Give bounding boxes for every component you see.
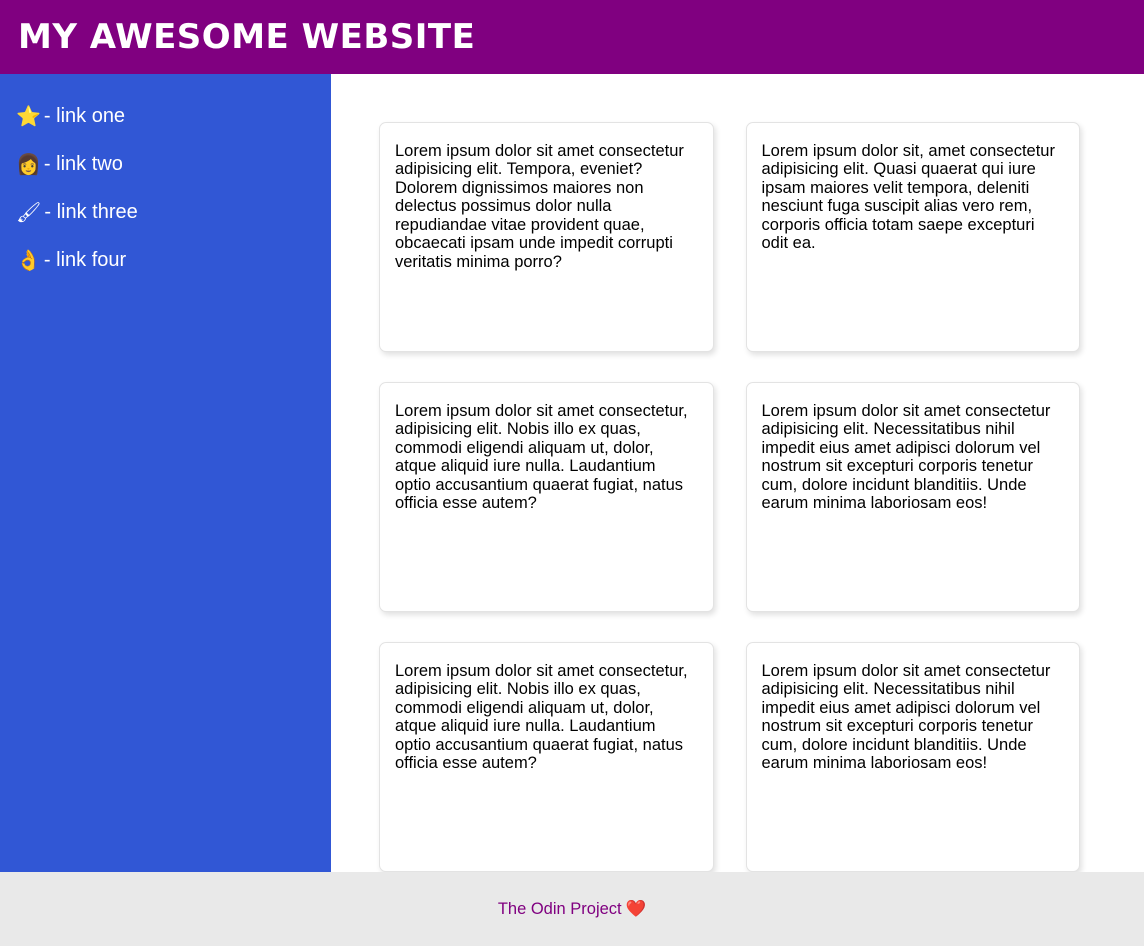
pen-icon: 🖌 [16,200,42,224]
hand-ok-icon: 👌 [16,248,41,272]
card-text: Lorem ipsum dolor sit amet consectetur adipisicing elit. Necessitatibus nihil impedit eius amet adipisci dolorum vel nostrum sit excepturi corporis tenetur cum, dolore incidunt blanditiis. Unde earum minima laboriosam eos! [761,662,1051,773]
content-card [746,642,1081,872]
sidebar-item-link-three[interactable] [0,188,331,236]
sidebar [0,74,331,872]
main-content [331,74,1144,872]
card-grid [379,122,1080,872]
content-card [746,382,1081,612]
site-footer [0,872,1144,946]
page-title: MY AWESOME WEBSITE [18,17,476,57]
content-card [379,122,714,352]
footer-credit-label: The Odin Project [497,900,622,918]
sidebar-item-link-one[interactable] [0,92,331,140]
heart-icon: ❤️ [625,899,647,918]
content-card [746,122,1081,352]
sidebar-item-label: - link one [43,104,126,127]
sidebar-item-label: - link four [43,248,127,271]
person-icon: 👩 [16,152,41,176]
footer-credit [498,899,646,919]
body-region [0,74,1144,872]
card-text: Lorem ipsum dolor sit amet consectetur, adipisicing elit. Nobis illo ex quas, commodi eligendi aliquam ut, dolor, atque aliquid iure nulla. Laudantium optio accusantium quaerat fugiat, natus officia esse autem? [395,662,688,773]
card-text: Lorem ipsum dolor sit amet consectetur adipisicing elit. Necessitatibus nihil impedit eius amet adipisci dolorum vel nostrum sit excepturi corporis tenetur cum, dolore incidunt blanditiis. Unde earum minima laboriosam eos! [761,402,1051,513]
sidebar-item-link-two[interactable] [0,140,331,188]
card-text: Lorem ipsum dolor sit amet consectetur adipisicing elit. Tempora, eveniet? Dolorem dignissimos maiores non delectus possimus dolor nulla repudiandae vitae provident quae, obcaecati ipsam unde impedit corrupti veritatis minima porro? [395,142,684,271]
sidebar-item-link-four[interactable] [0,236,331,284]
card-text: Lorem ipsum dolor sit, amet consectetur adipisicing elit. Quasi quaerat qui iure ipsam maiores velit tempora, deleniti nesciunt fuga suscipit alias vero rem, corporis officia totam saepe excepturi odit ea. [761,142,1055,253]
content-card [379,382,714,612]
content-card [379,642,714,872]
card-text: Lorem ipsum dolor sit amet consectetur, adipisicing elit. Nobis illo ex quas, commodi eligendi aliquam ut, dolor, atque aliquid iure nulla. Laudantium optio accusantium quaerat fugiat, natus officia esse autem? [395,402,688,513]
sidebar-item-label: - link three [44,200,138,223]
sidebar-item-label: - link two [43,152,123,175]
star-icon: ⭐ [16,104,41,128]
site-header [0,0,1144,74]
